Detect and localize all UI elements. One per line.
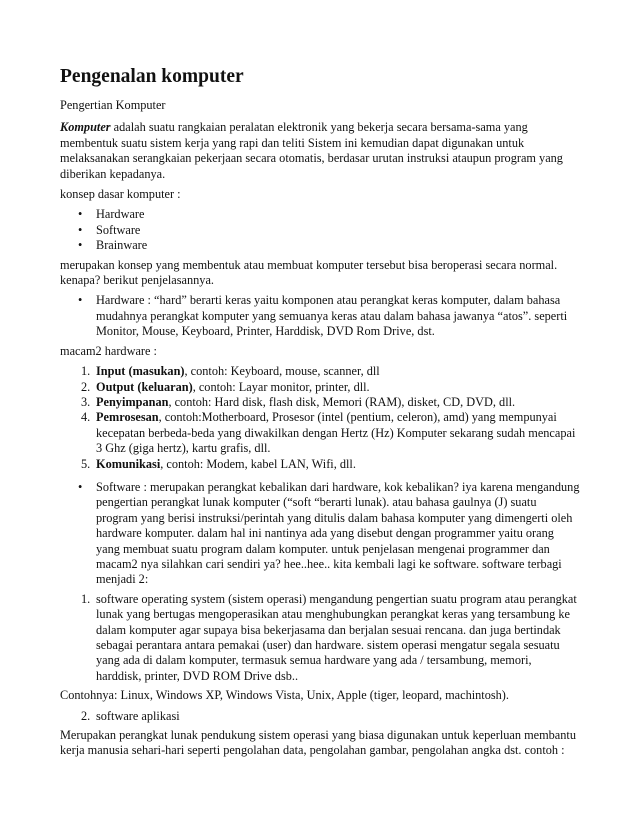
intro-paragraph — [60, 120, 580, 182]
list-item: • Software — [78, 222, 141, 237]
macam-label: macam2 hardware : — [60, 343, 157, 358]
software-type-list — [60, 592, 580, 684]
section-heading: Pengertian Komputer — [60, 98, 166, 112]
document-page — [60, 66, 580, 764]
list-item: • Hardware — [78, 207, 145, 222]
bullet-icon: • — [78, 238, 83, 253]
hardware-list — [60, 293, 580, 339]
bullet-icon: • — [78, 207, 83, 222]
list-item: 1. software operating system (sistem operasi) mengandung pengertian suatu program atau perangkat lunak yang bertugas mengoperasikan atau menghubungkan perangkat keras yang tersambung ke dalam komputer agar supaya bisa bekerjasama dan berjalan sesuai rencana. dan juga bertindak sebagai perantara antara pemakai (user) dan hardware. sistem operasi mengatur segala sesuatu yang ada di dalam komputer, termasuk semua hardware yang ada / tersambung, memori, harddisk, printer, DVD ROM Drive dsb.. — [81, 591, 577, 683]
closing-paragraph: Merupakan perangkat lunak pendukung sistem operasi yang biasa digunakan untuk keperluan membantu kerja manusia sehari-hari seperti pengolahan data, pengolahan gambar, pengolahan angka dst. contoh : — [60, 728, 576, 758]
list-item: 1. Input (masukan), contoh: Keyboard, mouse, scanner, dll — [81, 364, 380, 379]
bullet-icon: • — [78, 293, 83, 308]
bullet-icon: • — [78, 479, 83, 494]
contohnya-paragraph: Contohnya: Linux, Windows XP, Windows Vista, Unix, Apple (tiger, leopard, machintosh). — [60, 688, 509, 703]
list-item: • Hardware : “hard” berarti keras yaitu komponen atau perangkat keras komputer, dalam bahasa mudahnya perangkat komputer yang semuanya keras atau dalam bahasa jawanya “atos”. seperti Monitor, Mouse, Keyboard, Printer, Harddisk, DVD Rom Drive, dst. — [78, 293, 568, 339]
list-item: 2. software aplikasi — [81, 708, 180, 723]
konsep-list — [60, 207, 580, 253]
list-item: 5. Komunikasi, contoh: Modem, kabel LAN, Wifi, dll. — [81, 456, 356, 471]
software-list — [60, 480, 580, 588]
list-item: • Software : merupakan perangkat kebalikan dari hardware, kok kebalikan? iya karena mengandung pengertian perangkat lunak komputer (“soft “berarti lunak). atau bahasa gaulnya (J) suatu program yang berisi instruksi/perintah yang ditulis dalam bahasa komputer yang dimengerti oleh hardware komputer. dalam hal ini nantinya ada yang disebut dengan programmer yaitu orang yang membuat suatu program dalam komputer. untuk penjelasan mengenai programmer dan macam2 nya silahkan cari sendiri ya? hee..hee.. kita kembali lagi ke software. software terbagi menjadi 2: — [78, 479, 580, 587]
macam-list — [60, 364, 580, 472]
konsep-label: konsep dasar komputer : — [60, 187, 181, 202]
list-item: 4. Pemrosesan, contoh:Motherboard, Prosesor (intel (pentium, celeron), amd) yang mempunyai kecepatan berbeda-beda yang diwakilkan dengan Hertz (Hz) Komputer sekarang sudah mencapai 3 Ghz (giga hertz), kartu grafis, dll. — [81, 410, 576, 456]
software-type-list-2 — [60, 709, 580, 724]
intro-term: Komputer — [60, 120, 111, 135]
konsep-description: merupakan konsep yang membentuk atau membuat komputer tersebut bisa beroperasi secara normal. kenapa? berikut penjelasannya. — [60, 257, 558, 288]
list-item: 3. Penyimpanan, contoh: Hard disk, flash disk, Memori (RAM), disket, CD, DVD, dll. — [81, 394, 516, 409]
list-item: • Brainware — [78, 238, 148, 253]
list-item: 2. Output (keluaran), contoh: Layar monitor, printer, dll. — [81, 379, 370, 394]
intro-text: adalah suatu rangkaian peralatan elektronik yang bekerja secara bersama-sama yang membentuk suatu sistem kerja yang rapi dan teliti Sistem ini kemudian dapat digunakan untuk melaksanakan serangkaian pekerjaan secara otomatis, berdasar urutan instruksi ataupun program yang diberikan kepadanya. — [60, 120, 563, 181]
page-title: Pengenalan komputer — [60, 66, 244, 87]
bullet-icon: • — [78, 222, 83, 237]
